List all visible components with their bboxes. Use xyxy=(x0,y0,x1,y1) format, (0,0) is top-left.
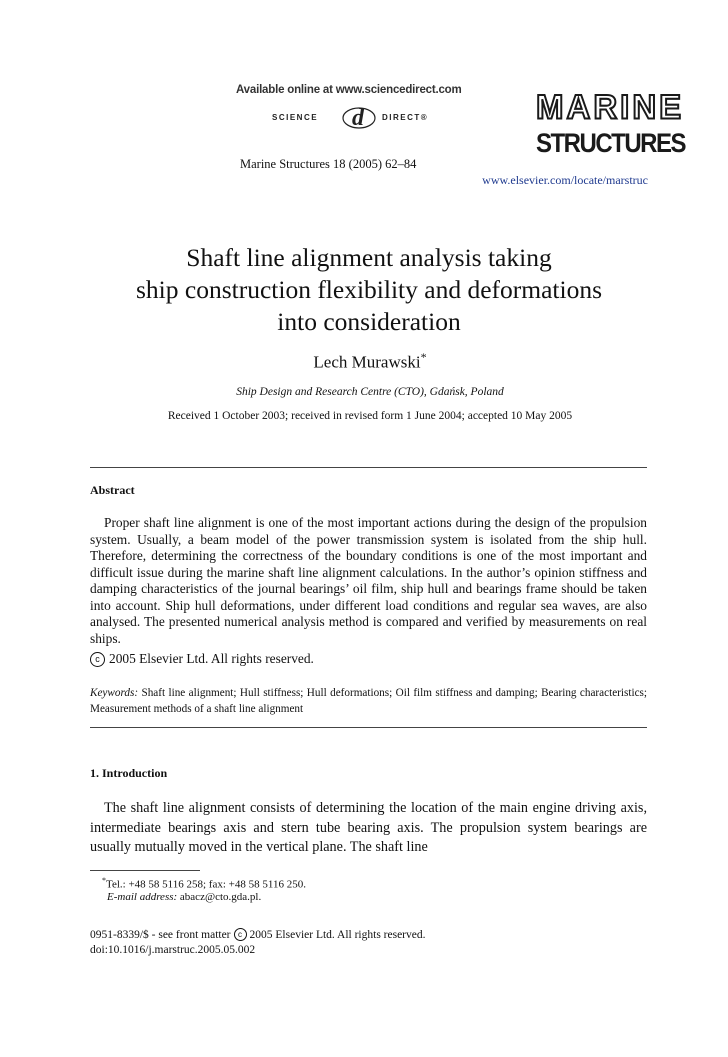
abstract-heading: Abstract xyxy=(90,483,135,497)
footnote-email xyxy=(107,891,261,903)
issn-line xyxy=(90,928,426,941)
footnote-divider xyxy=(90,870,200,871)
sciencedirect-availability: Available online at www.sciencedirect.com xyxy=(236,84,462,96)
sciencedirect-logo-right-text: DIRECT® xyxy=(382,113,429,122)
footnote-email-address[interactable]: abacz@cto.gda.pl. xyxy=(179,891,262,903)
article-title-line: Shaft line alignment analysis taking xyxy=(186,243,552,272)
issn-prefix: 0951-8339/$ - see front matter xyxy=(90,929,231,941)
copyright-line xyxy=(90,651,314,667)
abstract-paragraph: Proper shaft line alignment is one of the most important actions during the design of the propulsion system. Usually, a beam model of the power transmission system is isolated from the ship hull. Therefore, determining the correctness of the boundary conditions is one of the most important and difficult issue during the marine shaft line alignment calculations. In the author’s opinion stiffness and damping characteristics of the journal bearings’ oil film, ship hull and bearings frame should be taken into account. Ship hull deformations, under different load conditions and regular sea waves, are also analysed. The presented numerical analysis method is compared and verified by measurements on real ships. xyxy=(90,515,647,646)
copyright-text: 2005 Elsevier Ltd. All rights reserved. xyxy=(109,651,314,666)
abstract-bottom-divider xyxy=(90,727,647,728)
article-title-line: into consideration xyxy=(277,307,461,336)
introduction-paragraph: The shaft line alignment consists of determining the location of the main engine driving axis, intermediate bearings axis and stern tube bearing axis. The propulsion system bearings are usually mutually moved in the vertical plane. The shaft line xyxy=(90,800,647,855)
article-title-line: ship construction flexibility and deformations xyxy=(136,275,602,304)
author-footnote-mark[interactable]: * xyxy=(420,350,427,364)
author-name xyxy=(200,350,540,373)
footnote-mark: * xyxy=(102,876,106,885)
doi-line[interactable]: doi:10.1016/j.marstruc.2005.05.002 xyxy=(90,944,256,956)
journal-url-link[interactable]: www.elsevier.com/locate/marstruc xyxy=(482,173,648,187)
journal-logo-line2: STRUCTURES xyxy=(536,128,686,159)
keywords-list: Shaft line alignment; Hull stiffness; Hull deformations; Oil film stiffness and damping; Bearing characteristics; Measurement methods of a shaft line alignment xyxy=(90,687,647,715)
keywords-label: Keywords: xyxy=(90,687,139,699)
footnote-contact xyxy=(102,876,306,891)
section-heading-introduction: 1. Introduction xyxy=(90,766,168,780)
author-affiliation: Ship Design and Research Centre (CTO), Gdańsk, Poland xyxy=(236,386,504,398)
abstract-body xyxy=(90,515,647,647)
sciencedirect-d-icon xyxy=(340,104,378,130)
keywords xyxy=(90,685,647,717)
abstract-top-divider xyxy=(90,467,647,468)
received-dates: Received 1 October 2003; received in revised form 1 June 2004; accepted 10 May 2005 xyxy=(167,410,573,422)
copyright-icon: c xyxy=(234,928,247,941)
issn-suffix: 2005 Elsevier Ltd. All rights reserved. xyxy=(249,929,426,941)
article-title xyxy=(60,242,678,338)
journal-logo-line1: MARINE xyxy=(536,87,685,126)
journal-citation: Marine Structures 18 (2005) 62–84 xyxy=(240,157,417,171)
sciencedirect-logo xyxy=(272,104,458,130)
journal-logo xyxy=(536,87,686,159)
footnote-email-label: E-mail address: xyxy=(107,891,178,903)
sciencedirect-logo-left-text: SCIENCE xyxy=(272,113,319,122)
introduction-body xyxy=(90,799,647,858)
author-name-text: Lech Murawski xyxy=(313,352,421,372)
svg-text:d: d xyxy=(352,105,366,130)
copyright-icon: c xyxy=(90,652,105,667)
footnote-phone-fax: Tel.: +48 58 5116 258; fax: +48 58 5116 250. xyxy=(106,878,306,891)
